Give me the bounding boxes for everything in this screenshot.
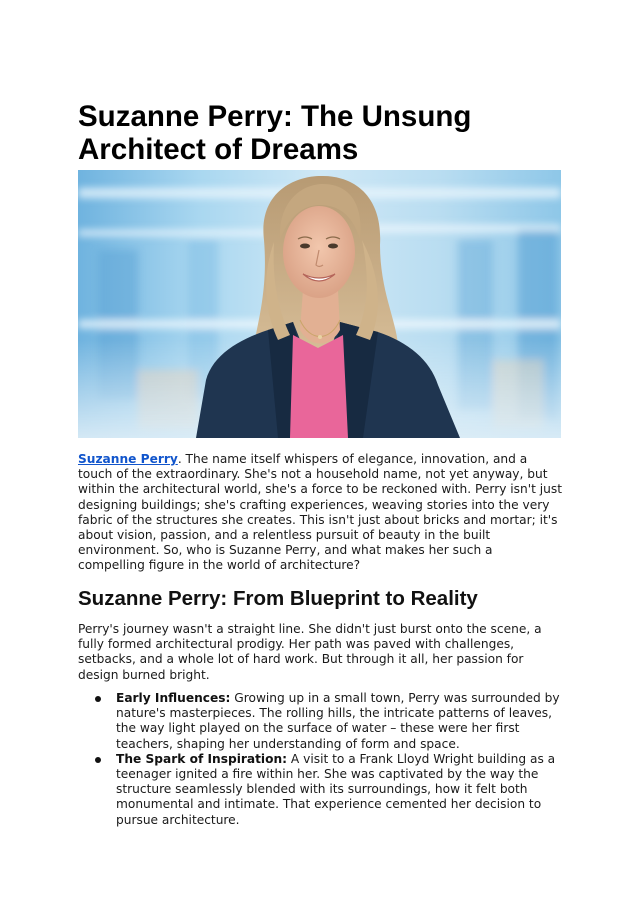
bullet-icon xyxy=(95,696,101,702)
bullet-icon xyxy=(95,757,101,763)
intro-paragraph xyxy=(78,452,562,574)
hero-image xyxy=(78,170,561,438)
bullet-label: The Spark of Inspiration: xyxy=(116,751,288,766)
list-item xyxy=(78,752,562,828)
portrait-photo xyxy=(78,170,561,438)
bullet-text: A visit to a Frank Lloyd Wright building as a teenager ignited a fire within her. She was captivated by the way the structure seamlessly blended with its surroundings, how it felt both monumental and intimate. That experience cemented her decision to pursue architecture. xyxy=(116,751,556,827)
suzanne-perry-link[interactable]: Suzanne Perry xyxy=(78,452,178,466)
bullet-text: Growing up in a small town, Perry was surrounded by nature's masterpieces. The rolling hills, the intricate patterns of leaves, the way light played on the surface of water – these were her first teachers, shaping her understanding of form and space. xyxy=(116,691,560,751)
article-title: Suzanne Perry: The Unsung Architect of Dreams xyxy=(78,100,472,166)
list-item xyxy=(78,691,562,752)
section-heading: Suzanne Perry: From Blueprint to Reality xyxy=(78,587,478,610)
bullet-label: Early Influences: xyxy=(116,691,231,705)
intro-text: . The name itself whispers of elegance, innovation, and a touch of the extraordinary. She's not a household name, not yet anyway, but within the architectural world, she's a force to be reckoned with. Perry isn't just designing buildings; she's crafting experiences, weaving stories into the very fabric of the structures she creates. This isn't just about bricks and mortar; it's about vision, passion, and a relentless pursuit of beauty in the built environment. So, who is Suzanne Perry, and what makes her such a compelling figure in the world of architecture? xyxy=(78,452,562,573)
bullet-list xyxy=(78,691,562,828)
section-paragraph: Perry's journey wasn't a straight line. She didn't just burst onto the scene, a fully formed architectural prodigy. Her path was paved with challenges, setbacks, and a whole lot of hard work. But through it all, her passion for design burned bright. xyxy=(78,622,542,682)
